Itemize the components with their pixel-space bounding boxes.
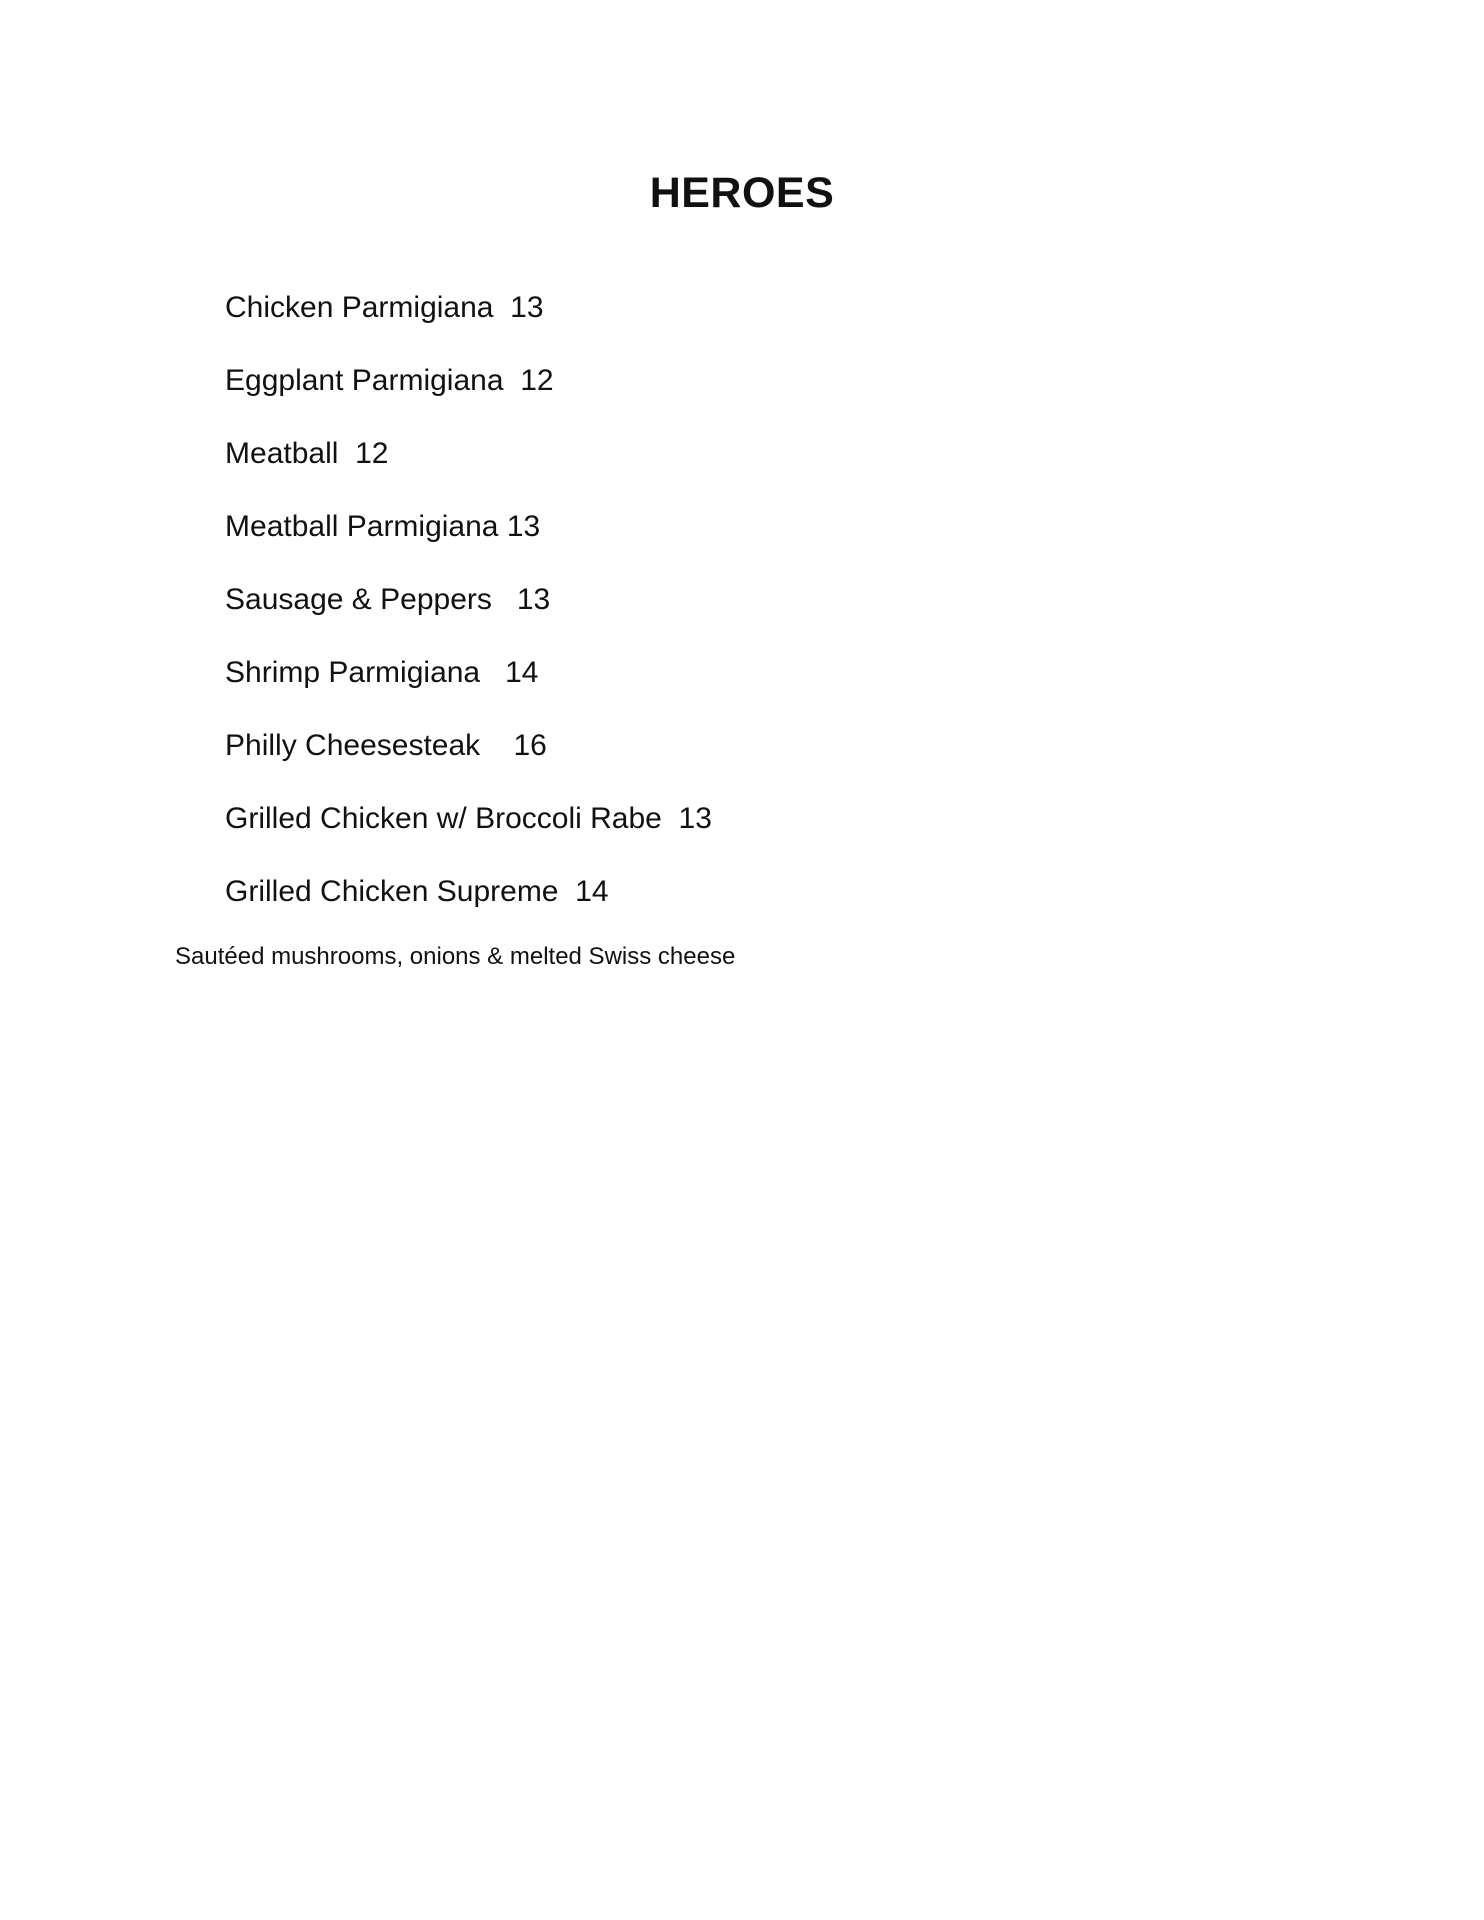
menu-item-name: Chicken Parmigiana 13 [225,291,544,324]
menu-item-name: Sausage & Peppers 13 [225,583,551,616]
menu-item-name: Shrimp Parmigiana 14 [225,656,539,689]
menu-item-name: Meatball Parmigiana 13 [225,510,541,543]
menu-item-name: Grilled Chicken w/ Broccoli Rabe 13 [225,802,712,835]
menu-section-title: HEROES [649,169,835,217]
menu-item-description: Sautéed mushrooms, onions & melted Swiss cheese [175,943,736,970]
menu-item-name: Philly Cheesesteak 16 [225,729,547,762]
menu-item-grilled-chicken-supreme [175,847,735,1029]
menu-item-name: Eggplant Parmigiana 12 [225,364,554,397]
menu-item-name: Meatball 12 [225,437,389,470]
menu-item-name: Grilled Chicken Supreme 14 [225,875,609,908]
